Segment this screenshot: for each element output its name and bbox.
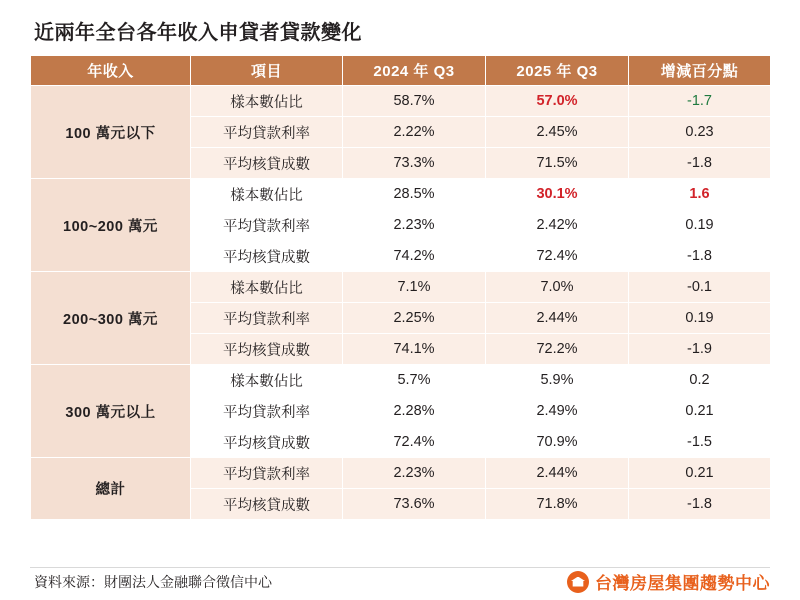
cell-2025q3: 30.1% [486, 179, 629, 210]
cell-2025q3: 2.42% [486, 210, 629, 241]
cell-2024q3: 72.4% [343, 427, 486, 458]
cell-delta: -1.8 [629, 489, 771, 520]
cell-2024q3: 58.7% [343, 86, 486, 117]
column-header-delta: 增減百分點 [629, 56, 771, 86]
cell-2024q3: 2.28% [343, 396, 486, 427]
cell-delta: 0.19 [629, 303, 771, 334]
cell-delta: 0.21 [629, 396, 771, 427]
cell-item: 樣本數佔比 [191, 272, 343, 303]
cell-2024q3: 2.23% [343, 458, 486, 489]
row-group-label: 100~200 萬元 [31, 179, 191, 272]
cell-item: 平均貸款利率 [191, 117, 343, 148]
cell-2025q3: 72.4% [486, 241, 629, 272]
table-row [31, 179, 771, 210]
brand-logo [567, 569, 770, 594]
cell-2024q3: 74.2% [343, 241, 486, 272]
cell-2025q3: 57.0% [486, 86, 629, 117]
cell-delta: 0.21 [629, 458, 771, 489]
row-group-label: 300 萬元以上 [31, 365, 191, 458]
cell-delta: 1.6 [629, 179, 771, 210]
cell-delta: -1.5 [629, 427, 771, 458]
row-group-label: 100 萬元以下 [31, 86, 191, 179]
cell-item: 樣本數佔比 [191, 179, 343, 210]
cell-delta: 0.23 [629, 117, 771, 148]
source-note: 資料來源：財團法人金融聯合徵信中心 [34, 574, 272, 590]
cell-item: 平均核貸成數 [191, 148, 343, 179]
cell-2024q3: 5.7% [343, 365, 486, 396]
table-body [31, 86, 771, 520]
cell-delta: -1.9 [629, 334, 771, 365]
row-group-label: 總計 [31, 458, 191, 520]
cell-2025q3: 2.49% [486, 396, 629, 427]
cell-item: 平均貸款利率 [191, 458, 343, 489]
cell-item: 平均貸款利率 [191, 303, 343, 334]
cell-2025q3: 70.9% [486, 427, 629, 458]
table-header-row [31, 56, 771, 86]
cell-item: 平均核貸成數 [191, 241, 343, 272]
footer-divider [30, 567, 770, 568]
table-row [31, 272, 771, 303]
cell-delta: 0.2 [629, 365, 771, 396]
cell-2024q3: 73.3% [343, 148, 486, 179]
cell-2025q3: 7.0% [486, 272, 629, 303]
cell-2024q3: 7.1% [343, 272, 486, 303]
cell-2024q3: 73.6% [343, 489, 486, 520]
cell-delta: -0.1 [629, 272, 771, 303]
house-icon [567, 571, 589, 593]
cell-delta: -1.8 [629, 148, 771, 179]
cell-item: 平均貸款利率 [191, 396, 343, 427]
cell-2025q3: 72.2% [486, 334, 629, 365]
page-title: 近兩年全台各年收入申貸者貸款變化 [34, 22, 362, 44]
cell-2024q3: 2.23% [343, 210, 486, 241]
column-header-income: 年收入 [31, 56, 191, 86]
cell-item: 平均核貸成數 [191, 489, 343, 520]
cell-2024q3: 28.5% [343, 179, 486, 210]
row-group-label: 200~300 萬元 [31, 272, 191, 365]
cell-item: 平均核貸成數 [191, 334, 343, 365]
cell-2025q3: 2.44% [486, 303, 629, 334]
cell-delta: -1.8 [629, 241, 771, 272]
income-loan-table [30, 55, 771, 520]
column-header-2024q3: 2024 年 Q3 [343, 56, 486, 86]
cell-delta: 0.19 [629, 210, 771, 241]
cell-item: 樣本數佔比 [191, 86, 343, 117]
cell-item: 平均核貸成數 [191, 427, 343, 458]
column-header-item: 項目 [191, 56, 343, 86]
brand-label: 台灣房屋集團趨勢中心 [595, 574, 770, 593]
cell-delta: -1.7 [629, 86, 771, 117]
cell-2025q3: 71.5% [486, 148, 629, 179]
column-header-2025q3: 2025 年 Q3 [486, 56, 629, 86]
table-header [31, 56, 771, 86]
cell-2025q3: 71.8% [486, 489, 629, 520]
cell-2024q3: 74.1% [343, 334, 486, 365]
table-row [31, 458, 771, 489]
cell-2024q3: 2.22% [343, 117, 486, 148]
table-row [31, 86, 771, 117]
cell-item: 平均貸款利率 [191, 210, 343, 241]
cell-2025q3: 2.44% [486, 458, 629, 489]
cell-2025q3: 5.9% [486, 365, 629, 396]
cell-2025q3: 2.45% [486, 117, 629, 148]
cell-2024q3: 2.25% [343, 303, 486, 334]
table-row [31, 365, 771, 396]
cell-item: 樣本數佔比 [191, 365, 343, 396]
